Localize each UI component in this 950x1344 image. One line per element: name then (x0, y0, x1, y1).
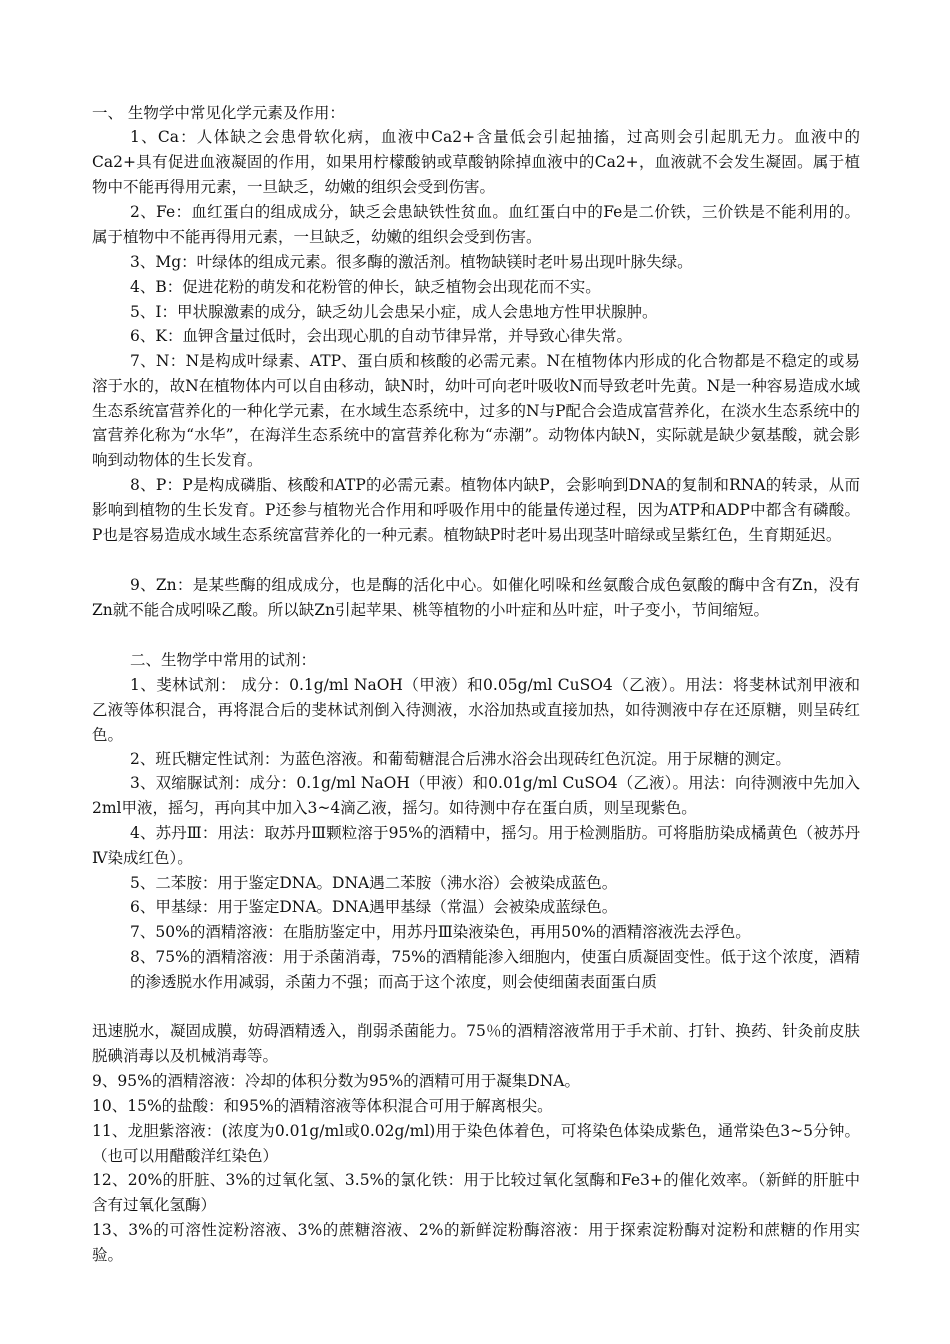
reagent-item-diphenylamine: 5、二苯胺：用于鉴定DNA。DNA遇二苯胺（沸水浴）会被染成蓝色。 (130, 874, 618, 892)
element-item-fe: 2、Fe：血红蛋白的组成成分，缺乏会患缺铁性贫血。血红蛋白中的Fe是二价铁，三价铁是不能利用的。属于植物中不能再得用元素，一旦缺乏，幼嫩的组织会受到伤害。 (92, 203, 860, 246)
reagent-item-benedict: 2、班氏糖定性试剂：为蓝色溶液。和葡萄糖混合后沸水浴会出现砖红色沉淀。用于尿糖的测定。 (130, 750, 791, 768)
section-2-heading: 二、生物学中常用的试剂： (130, 651, 317, 669)
section-1-heading: 一、 生物学中常见化学元素及作用： (92, 104, 345, 122)
reagent-item-fehling: 1、斐林试剂： 成分：0.1g/ml NaOH（甲液）和0.05g/ml CuSO4（乙液）。用法：将斐林试剂甲液和乙液等体积混合，再将混合后的斐林试剂倒入待测液，水浴加热或直接加热，如待测液中存在还原糖，则呈砖红色。 (92, 676, 860, 744)
reagent-item-gentian-violet: 11、龙胆紫溶液：(浓度为0.01g/ml或0.02g/ml)用于染色体着色，可将染色体染成紫色，通常染色3~5分钟。（也可以用醋酸洋红染色） (92, 1122, 860, 1165)
reagent-item-alcohol-75-continuation: 迅速脱水，凝固成膜，妨碍酒精透入，削弱杀菌能力。75％的酒精溶液常用于手术前、打针、换药、针灸前皮肤脱碘消毒以及机械消毒等。 (92, 1022, 860, 1065)
element-item-b: 4、B：促进花粉的萌发和花粉管的伸长，缺乏植物会出现花而不实。 (130, 278, 601, 296)
element-item-ca: 1、Ca：人体缺之会患骨软化病，血液中Ca2+含量低会引起抽搐，过高则会引起肌无力。血液中的Ca2+具有促进血液凝固的作用，如果用柠檬酸钠或草酸钠除掉血液中的Ca2+，血液就不会发生凝固。属于植物中不能再得用元素，一旦缺乏，幼嫩的组织会受到伤害。 (92, 128, 860, 196)
element-item-mg: 3、Mg：叶绿体的组成元素。很多酶的激活剂。植物缺镁时老叶易出现叶脉失绿。 (130, 253, 693, 271)
element-item-zn: 9、Zn：是某些酶的组成成分，也是酶的活化中心。如催化吲哚和丝氨酸合成色氨酸的酶中含有Zn，没有Zn就不能合成吲哚乙酸。所以缺Zn引起苹果、桃等植物的小叶症和丛叶症，叶子变小，节间缩短。 (92, 576, 860, 619)
reagent-item-sudan: 4、苏丹Ⅲ：用法：取苏丹Ⅲ颗粒溶于95%的酒精中，摇匀。用于检测脂肪。可将脂肪染成橘黄色（被苏丹Ⅳ染成红色）。 (92, 824, 860, 867)
reagent-item-alcohol-95: 9、95%的酒精溶液：冷却的体积分数为95%的酒精可用于凝集DNA。 (92, 1072, 580, 1090)
reagent-item-biuret: 3、双缩脲试剂：成分：0.1g/ml NaOH（甲液）和0.01g/ml CuSO4（乙液）。用法：向待测液中先加入2ml甲液，摇匀，再向其中加入3~4滴乙液，摇匀。如待测中存在蛋白质，则呈现紫色。 (92, 774, 860, 817)
element-item-k: 6、K：血钾含量过低时，会出现心肌的自动节律异常，并导致心律失常。 (130, 327, 632, 345)
reagent-item-alcohol-75-text: 8、75%的酒精溶液：用于杀菌消毒，75%的酒精能渗入细胞内，使蛋白质凝固变性。低于这个浓度，酒精的渗透脱水作用减弱，杀菌力不强；而高于这个浓度，则会使细菌表面蛋白质 (130, 948, 860, 991)
reagent-item-alcohol-50: 7、50%的酒精溶液：在脂肪鉴定中，用苏丹Ⅲ染液染色，再用50%的酒精溶液洗去浮色。 (130, 923, 751, 941)
reagent-item-starch-amylase: 13、3%的可溶性淀粉溶液、3%的蔗糖溶液、2%的新鲜淀粉酶溶液：用于探索淀粉酶对淀粉和蔗糖的作用实验。 (92, 1221, 860, 1264)
element-item-i: 5、I：甲状腺激素的成分，缺乏幼儿会患呆小症，成人会患地方性甲状腺肿。 (130, 303, 658, 321)
element-item-p: 8、P：P是构成磷脂、核酸和ATP的必需元素。植物体内缺P，会影响到DNA的复制和RNA的转录，从而影响到植物的生长发育。P还参与植物光合作用和呼吸作用中的能量传递过程，因为ATP和ADP中都含有磷酸。P也是容易造成水域生态系统富营养化的一种元素。植物缺P时老叶易出现茎叶暗绿或呈紫红色，生育期延迟。 (92, 476, 860, 544)
element-item-n: 7、N：N是构成叶绿素、ATP、蛋白质和核酸的必需元素。N在植物体内形成的化合物都是不稳定的或易溶于水的，故N在植物体内可以自由移动，缺N时，幼叶可向老叶吸收N而导致老叶先黄。N是一种容易造成水域生态系统富营养化的一种化学元素，在水域生态系统中，过多的N与P配合会造成富营养化，在淡水生态系统中的富营养化称为“水华”，在海洋生态系统中的富营养化称为“赤潮”。动物体内缺N，实际就是缺少氨基酸，就会影响到动物体的生长发育。 (92, 352, 860, 470)
reagent-item-alcohol-75 (130, 945, 860, 995)
reagent-item-hcl: 10、15%的盐酸：和95%的酒精溶液等体积混合可用于解离根尖。 (92, 1097, 553, 1115)
reagent-item-liver-peroxide: 12、20%的肝脏、3%的过氧化氢、3.5%的氯化铁：用于比较过氧化氢酶和Fe3+的催化效率。（新鲜的肝脏中含有过氧化氢酶） (92, 1171, 860, 1214)
reagent-item-methyl-green: 6、甲基绿：用于鉴定DNA。DNA遇甲基绿（常温）会被染成蓝绿色。 (130, 898, 618, 916)
